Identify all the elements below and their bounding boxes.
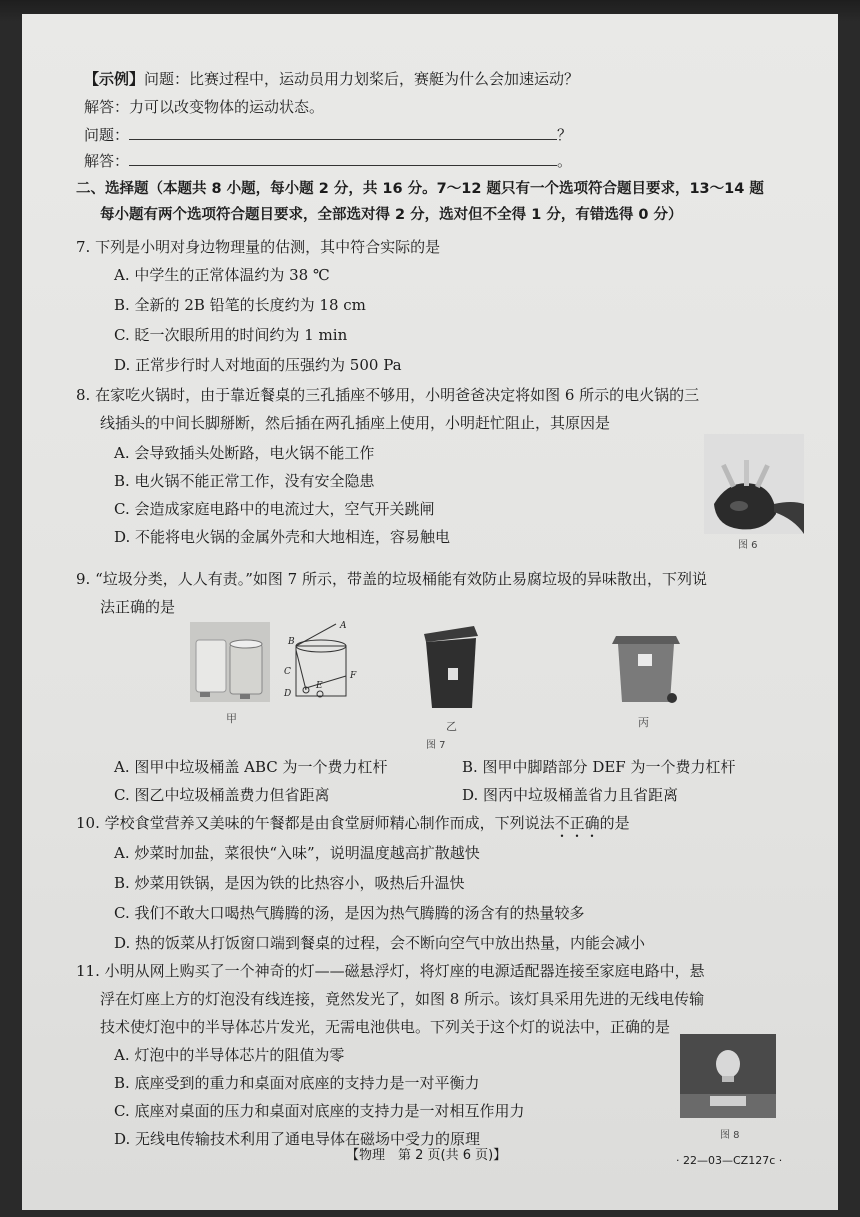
q11-option-b[interactable]: B. 底座受到的重力和桌面对底座的支持力是一对平衡力 (114, 1074, 480, 1092)
exam-code: · 22—03—CZ127c · (676, 1154, 783, 1167)
q11-stem-line3: 技术使灯泡中的半导体芯片发光，无需电池供电。下列关于这个灯的说法中，正确的是 (100, 1018, 671, 1036)
q9-stem-line2: 法正确的是 (100, 598, 176, 616)
q8-option-c[interactable]: C. 会造成家庭电路中的电流过大，空气开关跳闸 (114, 500, 435, 518)
q10-emphasis: 不正确 (554, 814, 600, 832)
figure-7-caption: 图 7 (426, 740, 446, 751)
q7-option-d[interactable]: D. 正常步行时人对地面的压强约为 500 Pa (114, 356, 402, 374)
answer-blank-line (84, 150, 572, 172)
q10-stem-a: 10. 学校食堂营养又美味的午餐都是由食堂厨师精心制作而成，下列说法 (76, 814, 555, 832)
wheelie-bin (610, 626, 682, 710)
figure-6-caption: 图 6 (738, 540, 758, 551)
pedal-bin-photo (190, 622, 270, 702)
levitation-lamp-photo (680, 1034, 776, 1118)
question-blank-line (84, 124, 572, 146)
q7-option-b[interactable]: B. 全新的 2B 铅笔的长度约为 18 cm (114, 296, 366, 314)
answer-end: 。 (557, 152, 573, 170)
figure-8-caption: 图 8 (720, 1130, 740, 1141)
question-end: ？ (557, 126, 573, 144)
q8-stem-line1: 8. 在家吃火锅时，由于靠近餐桌的三孔插座不够用，小明爸爸决定将如图 6 所示的电火锅的三 (76, 386, 700, 404)
q8-option-a[interactable]: A. 会导致插头处断路，电火锅不能工作 (114, 444, 375, 462)
q7-stem: 7. 下列是小明对身边物理量的估测，其中符合实际的是 (76, 238, 441, 256)
question-label: 问题： (84, 126, 130, 144)
answer-label: 解答： (84, 152, 130, 170)
q9-option-c[interactable]: C. 图乙中垃圾桶盖费力但省距离 (114, 786, 330, 804)
label-A: A (340, 621, 347, 631)
label-B: B (288, 637, 295, 647)
label-D: D (284, 689, 292, 699)
q10-option-b[interactable]: B. 炒菜用铁锅，是因为铁的比热容小，吸热后升温快 (114, 874, 465, 892)
q10-stem (76, 812, 630, 841)
page-footer: 【物理 第 2 页(共 6 页)】 (346, 1148, 507, 1163)
q10-option-d[interactable]: D. 热的饭菜从打饭窗口端到餐桌的过程，会不断向空气中放出热量，内能会减小 (114, 934, 646, 952)
label-bing: 丙 (638, 716, 649, 729)
label-jia: 甲 (226, 712, 237, 725)
plug-photo (704, 434, 804, 534)
q11-stem-line1: 11. 小明从网上购买了一个神奇的灯——磁悬浮灯，将灯座的电源适配器连接至家庭电路中，悬 (76, 962, 705, 980)
q11-option-a[interactable]: A. 灯泡中的半导体芯片的阻值为零 (114, 1046, 345, 1064)
swing-lid-bin (416, 620, 486, 712)
q11-option-d[interactable]: D. 无线电传输技术利用了通电导体在磁场中受力的原理 (114, 1130, 481, 1148)
label-F: F (350, 671, 357, 681)
q8-stem-line2: 线插头的中间长脚掰断，然后插在两孔插座上使用，小明赶忙阻止，其原因是 (100, 414, 611, 432)
q11-stem-line2: 浮在灯座上方的灯泡没有线连接，竟然发光了，如图 8 所示。该灯具采用先进的无线电传输 (100, 990, 705, 1008)
example-question (84, 68, 579, 90)
example-answer: 解答：力可以改变物体的运动状态。 (84, 98, 325, 116)
example-tag: 【示例】 (84, 70, 145, 88)
q9-option-d[interactable]: D. 图丙中垃圾桶盖省力且省距离 (462, 786, 679, 804)
q9-option-b[interactable]: B. 图甲中脚踏部分 DEF 为一个费力杠杆 (462, 758, 736, 776)
q10-option-a[interactable]: A. 炒菜时加盐，菜很快“入味”，说明温度越高扩散越快 (114, 844, 480, 862)
q9-option-a[interactable]: A. 图甲中垃圾桶盖 ABC 为一个费力杠杆 (114, 758, 388, 776)
q11-option-c[interactable]: C. 底座对桌面的压力和桌面对底座的支持力是一对相互作用力 (114, 1102, 525, 1120)
section-heading-line2: 每小题有两个选项符合题目要求，全部选对得 2 分，选对但不全得 1 分，有错选得 0 分） (100, 207, 683, 223)
example-question-text: 问题：比赛过程中，运动员用力划桨后，赛艇为什么会加速运动？ (144, 70, 580, 88)
label-yi: 乙 (446, 720, 457, 733)
label-E: E (316, 681, 323, 691)
q10-option-c[interactable]: C. 我们不敢大口喝热气腾腾的汤，是因为热气腾腾的汤含有的热量较多 (114, 904, 585, 922)
q7-option-a[interactable]: A. 中学生的正常体温约为 38 ℃ (114, 266, 330, 284)
answer-blank[interactable] (129, 151, 557, 166)
question-blank[interactable] (129, 125, 557, 140)
q9-stem-line1: 9. “垃圾分类，人人有责。”如图 7 所示，带盖的垃圾桶能有效防止易腐垃圾的异味散出，下列说 (76, 570, 708, 588)
exam-page (22, 14, 838, 1210)
lever-diagram (276, 616, 366, 708)
q7-option-c[interactable]: C. 眨一次眼所用的时间约为 1 min (114, 326, 348, 344)
label-C: C (284, 667, 291, 677)
section-heading-line1: 二、选择题（本题共 8 小题，每小题 2 分，共 16 分。7～12 题只有一个选项符合题目要求，13～14 题 (76, 181, 764, 197)
q8-option-b[interactable]: B. 电火锅不能正常工作，没有安全隐患 (114, 472, 375, 490)
q10-stem-c: 的是 (599, 814, 630, 832)
q8-option-d[interactable]: D. 不能将电火锅的金属外壳和大地相连，容易触电 (114, 528, 451, 546)
